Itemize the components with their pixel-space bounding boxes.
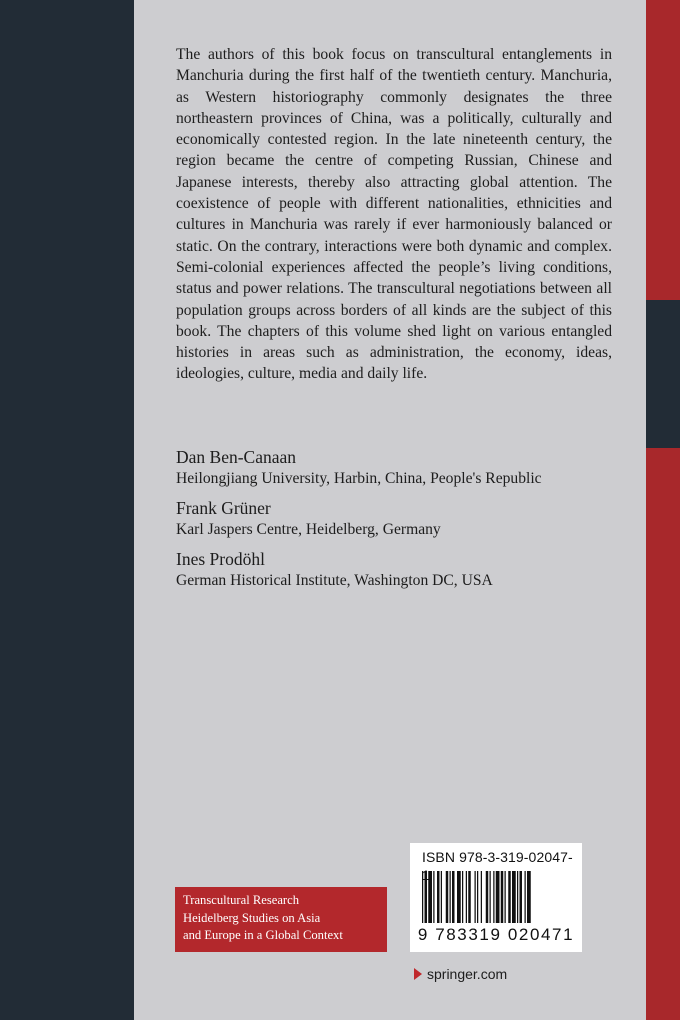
publisher-link-text[interactable]: springer.com — [427, 966, 508, 982]
editor-entry — [176, 446, 626, 490]
spine-panel — [0, 0, 134, 1020]
book-blurb: The authors of this book focus on transcultural entanglements in Manchuria during the first half of the twentieth century. Manchuria, as Western historiography commonly designates the three northeastern provinces of China, was a politically, culturally and economically contested region. In the late nineteenth century, the region became the centre of competing Russian, Chinese and Japanese interests, thereby also attracting global attention. The coexistence of people with different nationalities, ethnicities and cultures in Manchuria was rarely if ever harmoniously balanced or static. On the contrary, interactions were both dynamic and complex. Semi-colonial experiences affected the people’s living conditions, status and power relations. The transcultural negotiations between all population groups across borders of all kinds are the subject of this book. The chapters of this volume shed light on various entangled histories in areas such as administration, the economy, ideas, ideologies, culture, media and daily life. — [176, 46, 612, 383]
right-band-red-top — [646, 0, 680, 300]
series-line: and Europe in a Global Context — [183, 928, 343, 942]
series-line: Heidelberg Studies on Asia — [183, 910, 321, 925]
right-band-dark — [646, 300, 680, 448]
editor-name: Dan Ben-Canaan — [176, 447, 297, 467]
barcode-image — [422, 871, 570, 929]
editor-affiliation: German Historical Institute, Washington DC, USA — [176, 572, 493, 589]
right-band-red-bottom — [646, 448, 680, 1020]
editors-list — [176, 446, 626, 599]
editor-name: Frank Grüner — [176, 498, 271, 518]
editor-entry — [176, 497, 626, 541]
barcode-digits: 9 783319 020471 — [417, 925, 575, 944]
chevron-right-icon — [414, 968, 422, 980]
editor-affiliation: Heilongjiang University, Harbin, China, People's Republic — [176, 470, 542, 487]
editor-name: Ines Prodöhl — [176, 549, 265, 569]
isbn-label: ISBN 978-3-319-02047- — [422, 849, 573, 865]
editor-affiliation: Karl Jaspers Centre, Heidelberg, Germany — [176, 521, 441, 538]
series-label-box — [175, 887, 387, 952]
series-line: Transcultural Research — [183, 893, 299, 907]
editor-entry — [176, 548, 626, 592]
publisher-link[interactable] — [414, 966, 507, 982]
barcode-panel — [410, 843, 582, 952]
